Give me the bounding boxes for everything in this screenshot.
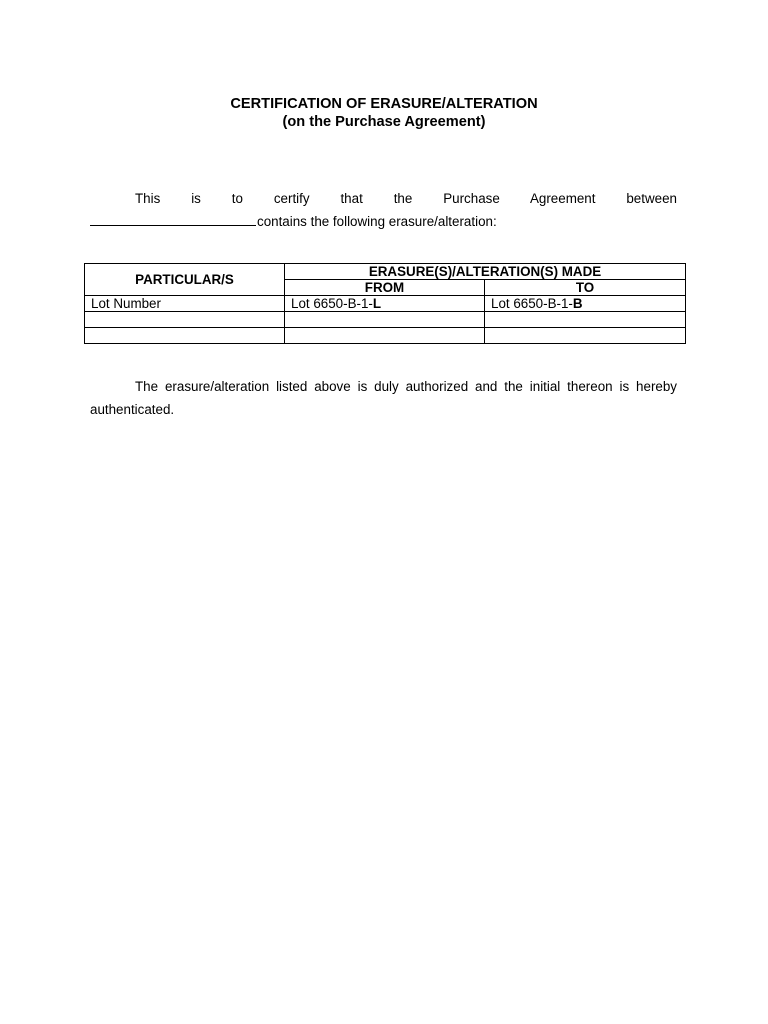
header-to: TO	[485, 280, 686, 296]
cell-from-suffix: L	[372, 296, 382, 311]
cell-to	[485, 328, 686, 344]
cell-particular	[85, 312, 285, 328]
cell-particular	[85, 328, 285, 344]
header-erasures-made: ERASURE(S)/ALTERATION(S) MADE	[285, 264, 686, 280]
cell-from	[285, 312, 485, 328]
cell-particular: Lot Number	[85, 296, 285, 312]
cell-to	[485, 296, 686, 312]
document-subtitle: (on the Purchase Agreement)	[282, 114, 486, 130]
certify-statement-line2	[90, 210, 497, 233]
cell-to	[485, 312, 686, 328]
party-name-blank[interactable]	[90, 212, 256, 226]
table-row	[85, 328, 686, 344]
document-title: CERTIFICATION OF ERASURE/ALTERATION	[230, 96, 538, 112]
cell-to-prefix: Lot 6650-B-1-	[491, 296, 573, 311]
table-header-row-1	[85, 264, 686, 280]
certify-statement-line1: This is to certify that the Purchase Agreement between	[135, 191, 677, 206]
certify-statement-continuation: contains the following erasure/alteration:	[257, 214, 497, 229]
table-row	[85, 312, 686, 328]
table-row	[85, 296, 686, 312]
header-particulars: PARTICULAR/S	[85, 264, 285, 296]
cell-from	[285, 296, 485, 312]
cell-to-suffix: B	[572, 296, 583, 311]
authentication-statement: The erasure/alteration listed above is duly authorized and the initial thereon is hereby authenticated.	[90, 379, 677, 417]
cell-from-prefix: Lot 6650-B-1-	[291, 296, 373, 311]
header-from: FROM	[285, 280, 485, 296]
cell-from	[285, 328, 485, 344]
erasure-table	[84, 263, 686, 344]
